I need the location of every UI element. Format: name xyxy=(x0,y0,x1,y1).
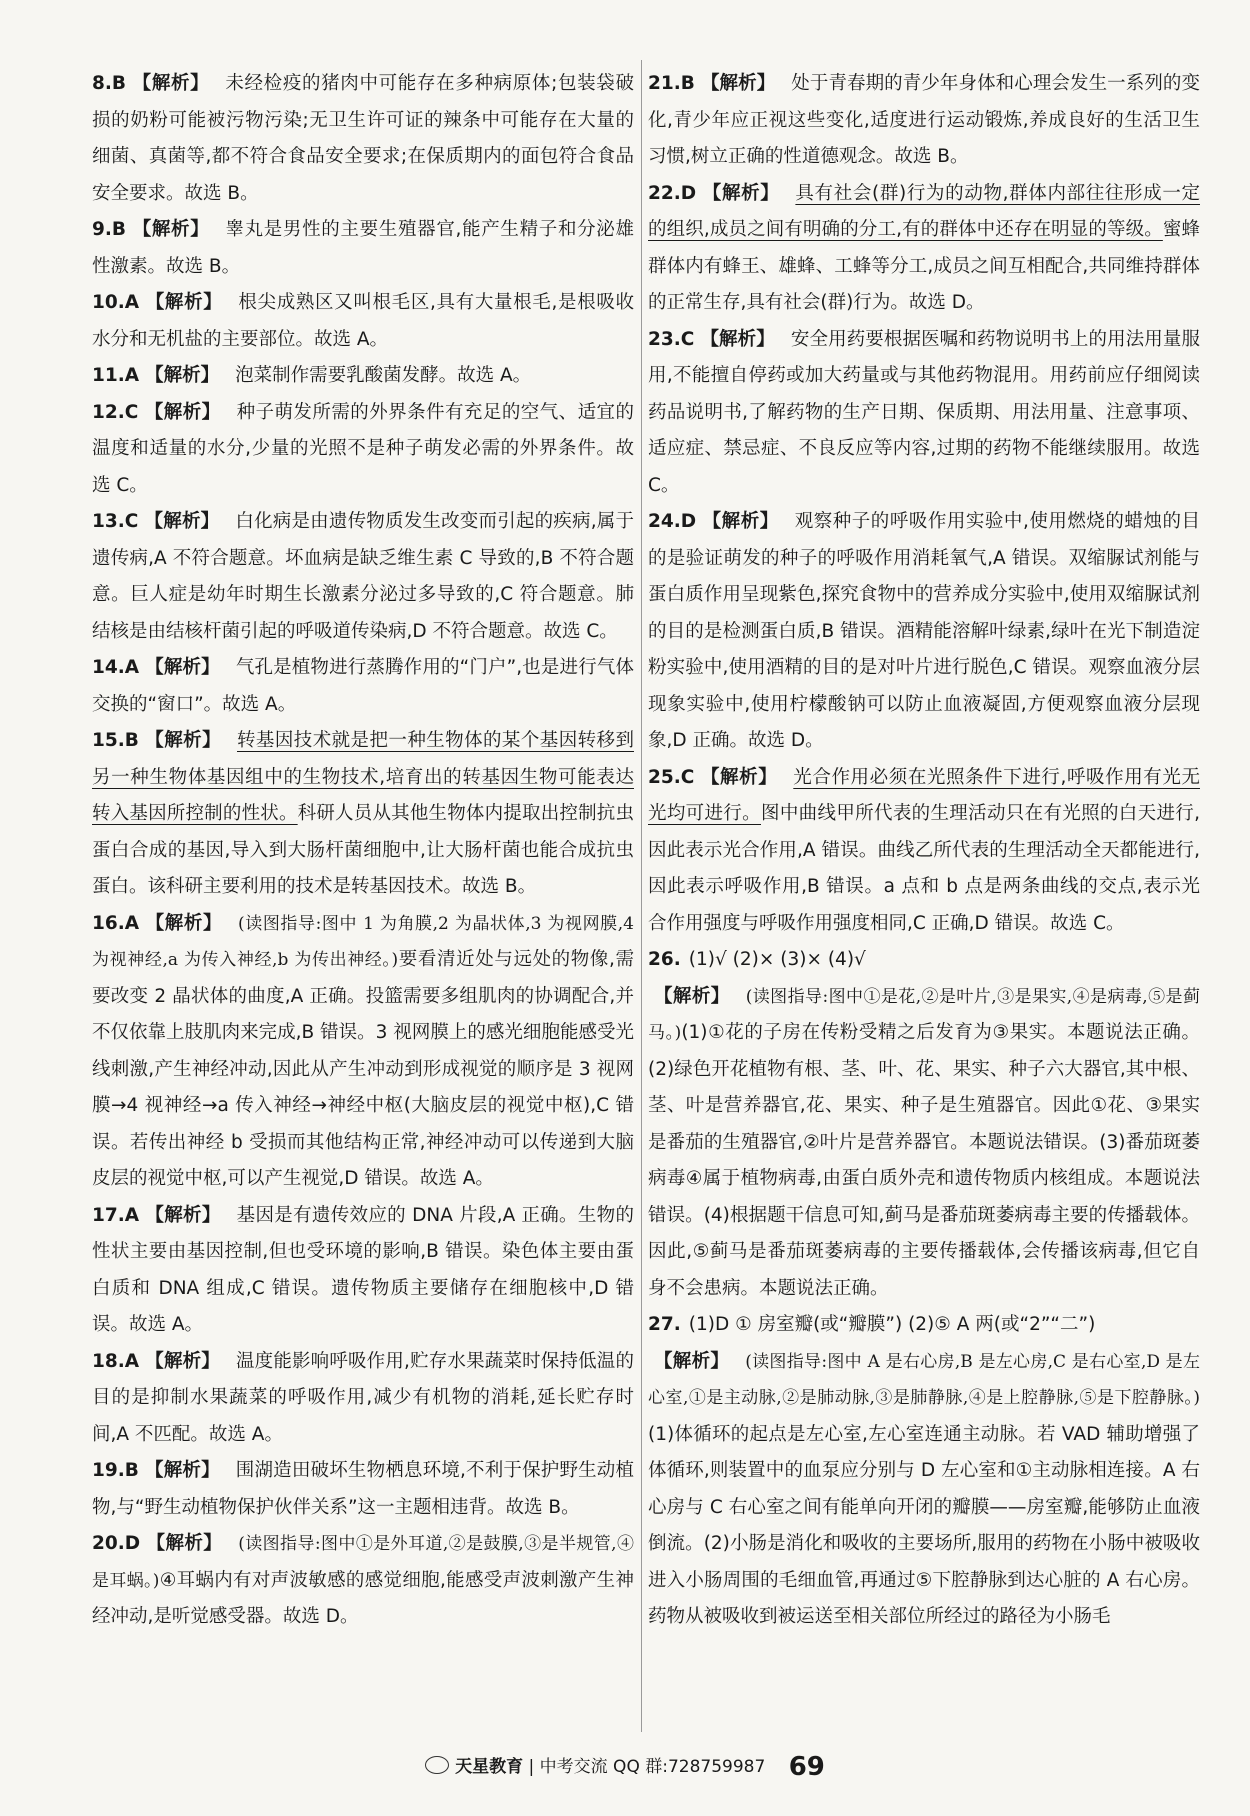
answer-number: 19.B xyxy=(92,1460,139,1481)
analysis-tag: 【解析】 xyxy=(132,219,210,240)
answer-number: 23.C xyxy=(648,328,695,350)
analysis-text: 要看清近处与远处的物像,需要改变 2 晶状体的曲度,A 正确。投篮需要多组肌肉的协调配合,并不仅依靠上肢肌肉来完成,B 错误。3 视网膜上的感光细胞能感受光线刺激,产生神经冲动,因此从产生冲动到形成视觉的顺序是 3 视网膜→4 视神经→a 传入神经→神经中枢(大脑皮层的视觉中枢),C 错误。若传出神经 b 受损而其他结构正常,神经冲动可以传递到大脑皮层的视觉中枢,可以产生视觉,D 错误。故选 A。 xyxy=(92,949,635,1189)
answer-number: 27. xyxy=(648,1314,681,1335)
analysis-tag: 【解析】 xyxy=(654,985,730,1007)
analysis-text: 科研人员从其他生物体内提取出控制抗虫蛋白合成的基因,导入到大肠杆菌细胞中,让大肠杆菌也能合成抗虫蛋白。该科研主要利用的技术是转基因技术。故选 B。 xyxy=(92,803,634,897)
answer-item xyxy=(92,650,634,723)
analysis-tag: 【解析】 xyxy=(145,1350,220,1372)
analysis-text: 未经检疫的猪肉中可能存在多种病原体;包装袋破损的奶粉可能被污物污染;无卫生许可证的辣条中可能存在大量的细菌、真菌等,都不符合食品安全要求;在保质期内的面包符合食品安全要求。故选 B。 xyxy=(92,73,634,204)
answer-item xyxy=(92,212,634,285)
answer-item xyxy=(92,358,634,395)
page-footer xyxy=(0,1752,1250,1782)
underlined-text: 转基因技术就是把一种生物体的某个基因转移到另一种生物体基因组中的生物技术,培育出的转基因生物可能表达转入基因所控制的性状。 xyxy=(92,730,634,824)
answer-item xyxy=(92,395,634,505)
analysis-text: 处于青春期的青少年身体和心理会发生一系列的变化,青少年应正视这些变化,适度进行运动锻炼,养成良好的生活卫生习惯,树立正确的性道德观念。故选 B。 xyxy=(648,73,1200,167)
analysis-text: 图中曲线甲所代表的生理活动只在有光照的白天进行,因此表示光合作用,A 错误。曲线乙所代表的生理活动全天都能进行,因此表示呼吸作用,B 错误。a 点和 b 点是两条曲线的交点,表示光合作用强度与呼吸作用强度相同,C 正确,D 错误。故选 C。 xyxy=(648,803,1200,934)
answer-item xyxy=(92,66,634,212)
answer-number: 25.C xyxy=(648,766,695,788)
analysis-text: 观察种子的呼吸作用实验中,使用燃烧的蜡烛的目的是验证萌发的种子的呼吸作用消耗氧气,A 错误。双缩脲试剂能与蛋白质作用呈现紫色,探究食物中的营养成分实验中,使用双缩脲试剂的目的是检测蛋白质,B 错误。酒精能溶解叶绿素,绿叶在光下制造淀粉实验中,使用酒精的目的是对叶片进行脱色,C 错误。观察血液分层现象实验中,使用柠檬酸钠可以防止血液凝固,方便观察血液分层现象,D 正确。故选 D。 xyxy=(648,511,1200,751)
analysis-tag: 【解析】 xyxy=(132,73,210,94)
answer-number: 14.A xyxy=(92,657,140,678)
answer-number: 8.B xyxy=(92,73,127,94)
footer-separator: | xyxy=(528,1757,535,1777)
answer-item xyxy=(648,176,1200,322)
answer-number: 15.B xyxy=(92,730,139,751)
answer-number: 10.A xyxy=(92,292,140,313)
analysis-tag: 【解析】 xyxy=(145,365,220,386)
analysis-tag: 【解析】 xyxy=(145,912,223,934)
answer-number: 26. xyxy=(648,949,681,970)
underlined-text: 具有社会(群)行为的动物,群体内部往往形成一定的组织,成员之间有明确的分工,有的群体中还存在明显的等级。 xyxy=(648,182,1200,240)
answer-number: 13.C xyxy=(92,511,139,532)
answer-number: 22.D xyxy=(648,182,697,204)
analysis-text: 根尖成熟区又叫根毛区,具有大量根毛,是根吸收水分和无机盐的主要部位。故选 A。 xyxy=(92,292,634,350)
page-number: 69 xyxy=(788,1752,825,1782)
answer-item xyxy=(92,1453,634,1526)
answer-item xyxy=(92,285,634,358)
diagram-guide: (读图指导:图中①是花,②是叶片,③是果实,④是病毒,⑤是蓟马。) xyxy=(648,986,1200,1043)
analysis-text: 泡菜制作需要乳酸菌发酵。故选 A。 xyxy=(235,365,532,386)
answer-item xyxy=(92,1526,634,1636)
answer-number: 20.D xyxy=(92,1533,141,1554)
answer-item xyxy=(92,1198,634,1344)
underlined-text: 光合作用必须在光照条件下进行,呼吸作用有光无光均可进行。 xyxy=(648,766,1200,824)
analysis-tag: 【解析】 xyxy=(700,766,778,788)
answer-number: 9.B xyxy=(92,219,127,240)
answer-number: 24.D xyxy=(648,511,697,532)
column-divider xyxy=(641,60,642,1732)
answer-item xyxy=(648,66,1200,176)
analysis-text: 白化病是由遗传物质发生改变而引起的疾病,属于遗传病,A 不符合题意。坏血病是缺乏维生素 C 导致的,B 不符合题意。巨人症是幼年时期生长激素分泌过多导致的,C 符合题意。肺结核是由结核杆菌引起的呼吸道传染病,D 不符合题意。故选 C。 xyxy=(92,511,634,642)
answer-item xyxy=(92,906,634,1198)
analysis-tag: 【解析】 xyxy=(144,1460,220,1481)
answer-number: 16.A xyxy=(92,912,140,934)
tianxing-logo-icon xyxy=(425,1756,449,1774)
analysis-text: 安全用药要根据医嘱和药物说明书上的用法用量服用,不能擅自停药或加大药量或与其他药物混用。用药前应仔细阅读药品说明书,了解药物的生产日期、保质期、用法用量、注意事项、适应症、禁忌症、不良反应等内容,过期的药物不能继续服用。故选 C。 xyxy=(648,328,1200,496)
analysis-tag: 【解析】 xyxy=(702,511,779,532)
answer-item xyxy=(92,1344,634,1454)
analysis-text: 围湖造田破坏生物栖息环境,不利于保护野生动植物,与“野生动植物保护伙伴关系”这一主题相违背。故选 B。 xyxy=(92,1460,634,1518)
analysis-tag: 【解析】 xyxy=(654,1350,730,1372)
answer-item xyxy=(92,723,634,906)
right-column xyxy=(648,66,1200,1636)
analysis-text: 蜜蜂群体内有蜂王、雄蜂、工蜂等分工,成员之间互相配合,共同维持群体的正常生存,具有社会(群)行为。故选 D。 xyxy=(648,219,1200,313)
analysis-tag: 【解析】 xyxy=(700,328,775,350)
analysis-text: 温度能影响呼吸作用,贮存水果蔬菜时保持低温的目的是抑制水果蔬菜的呼吸作用,减少有机物的消耗,延长贮存时间,A 不匹配。故选 A。 xyxy=(92,1350,634,1445)
answer-item xyxy=(648,942,1200,1307)
analysis-tag: 【解析】 xyxy=(144,730,221,751)
answer-item xyxy=(648,504,1200,760)
analysis-tag: 【解析】 xyxy=(144,401,221,423)
analysis-tag: 【解析】 xyxy=(702,182,780,204)
analysis-tag: 【解析】 xyxy=(145,657,220,678)
footer-brand: 天星教育 xyxy=(455,1757,524,1777)
answer-values: (1)D ① 房室瓣(或“瓣膜”) (2)⑤ A 两(或“2”“二”) xyxy=(688,1314,1096,1335)
answer-item xyxy=(648,322,1200,505)
analysis-tag: 【解析】 xyxy=(700,73,776,94)
diagram-guide: (读图指导:图中 A 是右心房,B 是左心房,C 是右心室,D 是左心室,①是主动脉,②是肺动脉,③是肺静脉,④是上腔静脉,⑤是下腔静脉。) xyxy=(648,1351,1200,1408)
diagram-guide: (读图指导:图中 1 为角膜,2 为晶状体,3 为视网膜,4 为视神经,a 为传入神经,b 为传出神经。) xyxy=(92,913,634,970)
analysis-text: 气孔是植物进行蒸腾作用的“门户”,也是进行气体交换的“窗口”。故选 A。 xyxy=(92,657,634,715)
answer-number: 11.A xyxy=(92,365,140,386)
analysis-tag: 【解析】 xyxy=(146,1533,223,1554)
left-column xyxy=(92,66,634,1636)
answer-number: 17.A xyxy=(92,1204,140,1226)
analysis-text: 种子萌发所需的外界条件有充足的空气、适宜的温度和适量的水分,少量的光照不是种子萌发必需的外界条件。故选 C。 xyxy=(92,401,634,496)
answer-item xyxy=(92,504,634,650)
answer-item xyxy=(648,760,1200,943)
answer-number: 12.C xyxy=(92,401,139,423)
diagram-guide: (读图指导:图中①是外耳道,②是鼓膜,③是半规管,④是耳蜗。) xyxy=(92,1534,634,1591)
analysis-tag: 【解析】 xyxy=(145,292,223,313)
answer-number: 18.A xyxy=(92,1350,140,1372)
footer-qq-group: 中考交流 QQ 群:728759987 xyxy=(539,1757,766,1777)
answer-item xyxy=(648,1307,1200,1636)
analysis-tag: 【解析】 xyxy=(145,1204,221,1226)
analysis-text: (1)①花的子房在传粉受精之后发育为③果实。本题说法正确。(2)绿色开花植物有根、茎、叶、花、果实、种子六大器官,其中根、茎、叶是营养器官,花、果实、种子是生殖器官。因此①花、③果实是番茄的生殖器官,②叶片是营养器官。本题说法错误。(3)番茄斑萎病毒④属于植物病毒,由蛋白质外壳和遗传物质内核组成。本题说法错误。(4)根据题干信息可知,蓟马是番茄斑萎病毒主要的传播载体。因此,⑤蓟马是番茄斑萎病毒的主要传播载体,会传播该病毒,但它自身不会患病。本题说法正确。 xyxy=(648,1022,1200,1299)
answer-values: (1)√ (2)× (3)× (4)√ xyxy=(688,949,866,970)
analysis-text: 睾丸是男性的主要生殖器官,能产生精子和分泌雄性激素。故选 B。 xyxy=(92,219,634,277)
analysis-text: (1)体循环的起点是左心室,左心室连通主动脉。若 VAD 辅助增强了体循环,则装置中的血泵应分别与 D 左心室和①主动脉相连接。A 右心房与 C 右心室之间有能单向开闭的瓣膜——房室瓣,能够防止血液倒流。(2)小肠是消化和吸收的主要场所,服用的药物在小肠中被吸收进入小肠周围的毛细血管,再通过⑤下腔静脉到达心脏的 A 右心房。药物从被吸收到被运送至相关部位所经过的路径为小肠毛 xyxy=(648,1423,1200,1627)
answer-number: 21.B xyxy=(648,73,695,94)
analysis-text: ④耳蜗内有对声波敏感的感觉细胞,能感受声波刺激产生神经冲动,是听觉感受器。故选 D。 xyxy=(92,1569,634,1627)
analysis-text: 基因是有遗传效应的 DNA 片段,A 正确。生物的性状主要由基因控制,但也受环境的影响,B 错误。染色体主要由蛋白质和 DNA 组成,C 错误。遗传物质主要储存在细胞核中,D 错误。故选 A。 xyxy=(92,1204,634,1335)
analysis-tag: 【解析】 xyxy=(144,511,220,532)
